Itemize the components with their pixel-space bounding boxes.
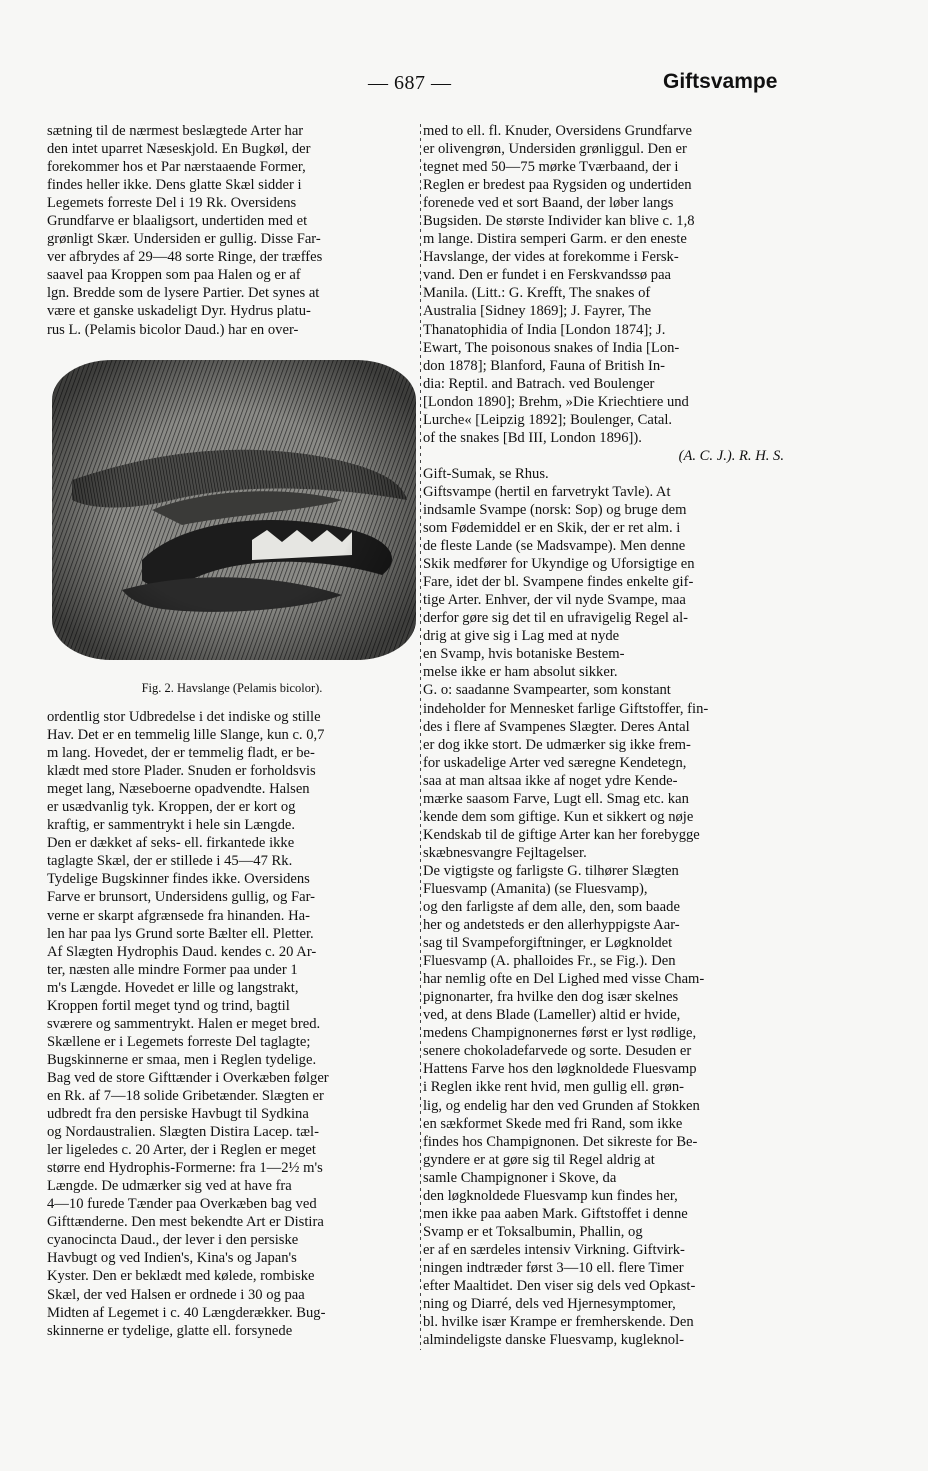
text-line: er dog ikke stort. De udmærker sig ikke frem- bbox=[423, 736, 691, 753]
text-line: Bag ved de store Gifttænder i Overkæben følger bbox=[47, 1069, 329, 1086]
text-line: bl. hvilke især Krampe er fremherskende. Den bbox=[423, 1314, 694, 1331]
text-line: Den er dækket af seks- ell. firkantede ikke bbox=[47, 835, 295, 852]
text-line: større end Hydrophis-Formerne: fra 1—2½ m's bbox=[47, 1160, 323, 1177]
text-line: sag til Svampeforgiftninger, er Løgknoldet bbox=[423, 935, 673, 952]
text-line: rus L. (Pelamis bicolor Daud.) har en over- bbox=[47, 321, 299, 338]
text-line: indsamle Svampe (norsk: Sop) og bruge dem bbox=[423, 501, 687, 518]
text-line: sværere og sammentrykt. Halen er meget bred. bbox=[47, 1015, 321, 1032]
text-line: efter Maaltidet. Den viser sig dels ved Opkast- bbox=[423, 1278, 696, 1294]
text-line: Hattens Farve hos den løgknoldede Fluesvamp bbox=[423, 1061, 697, 1078]
text-line: Bugskinnerne er smaa, men i Reglen tydelige. bbox=[47, 1051, 317, 1068]
text-line: Ewart, The poisonous snakes of India [Lon- bbox=[423, 339, 680, 356]
text-line: ningen indtræder først 3—10 ell. flere Timer bbox=[423, 1259, 684, 1276]
text-line: len har paa lys Grund sorte Bælter ell. Pletter. bbox=[47, 925, 314, 942]
text-line: Skæl, der ved Halsen er ordnede i 30 og paa bbox=[47, 1286, 305, 1303]
text-line: kende dem som giftige. Kun et sikkert og nøje bbox=[423, 808, 694, 825]
text-line: Fluesvamp (Amanita) (se Fluesvamp), bbox=[423, 880, 648, 897]
text-line: medens Champignonernes først er lyst rødlige, bbox=[423, 1025, 697, 1042]
column-divider bbox=[420, 124, 421, 1350]
text-line: sætning til de nærmest beslægtede Arter har bbox=[47, 123, 304, 139]
text-line: De vigtigste og farligste G. tilhører Slægten bbox=[423, 862, 679, 879]
text-line: som Fødemiddel er en Skik, der er ret alm. i bbox=[423, 520, 681, 537]
text-line: Længde. De udmærker sig ved at have fra bbox=[47, 1178, 292, 1195]
text-line: men ikke paa aaben Mark. Giftstoffet i denne bbox=[423, 1205, 688, 1222]
text-line: mærke saasom Farve, Lugt ell. Smag etc. kan bbox=[423, 790, 689, 807]
text-line: med to ell. fl. Knuder, Oversidens Grundfarve bbox=[423, 123, 692, 139]
text-line: Grundfarve er blaaligsort, undertiden med et bbox=[47, 213, 308, 230]
text-line: en sækformet Skede med fri Rand, som ikke bbox=[423, 1115, 683, 1132]
text-line: Af Slægten Hydrophis Daud. kendes c. 20 Ar- bbox=[47, 943, 317, 960]
text-line: saa at man altsaa ikke af noget ydre Kende- bbox=[423, 772, 678, 789]
text-line: m's Længde. Hovedet er lille og langstrakt, bbox=[47, 979, 299, 996]
text-line: G. o: saadanne Svampearter, som konstant bbox=[423, 682, 671, 699]
text-line: Tydelige Bugskinner findes ikke. Oversidens bbox=[47, 871, 310, 888]
text-line: Havbugt og ved Indien's, Kina's og Japan's bbox=[47, 1250, 297, 1267]
text-line: dia: Reptil. and Batrach. ved Boulenger bbox=[423, 375, 655, 392]
text-line: den løgknoldede Fluesvamp kun findes her, bbox=[423, 1187, 678, 1204]
text-line: Skik medfører for Ukyndige og Uforsigtige en bbox=[423, 556, 695, 573]
text-line: verne er skarpt afgrænsede fra hinanden. Ha- bbox=[47, 907, 310, 924]
text-line: meget lang, Næseboerne opadvendte. Halsen bbox=[47, 781, 310, 798]
page-number: — 687 — bbox=[368, 72, 452, 94]
text-line: Midten af Legemet i c. 40 Længderækker. Bug- bbox=[47, 1304, 326, 1321]
text-line: indeholder for Mennesket farlige Giftstoffer, fin- bbox=[423, 700, 709, 717]
text-line: har nemlig ofte en Del Lighed med visse Cham- bbox=[423, 971, 705, 988]
text-line: forekommer hos et Par nærstaaende Former, bbox=[47, 159, 306, 176]
text-line: ning og Diarré, dels ved Hjernesymptomer, bbox=[423, 1296, 676, 1313]
text-line: m lange. Distira semperi Garm. er den eneste bbox=[423, 231, 687, 248]
text-line: findes hos Champignonen. Det sikreste for Be- bbox=[423, 1133, 698, 1150]
text-line: samle Champignoner i Skove, da bbox=[423, 1169, 617, 1186]
text-line: cyanocincta Daud., der lever i den persiske bbox=[47, 1232, 299, 1249]
text-line: udbredt fra den persiske Havbugt til Sydkina bbox=[47, 1106, 309, 1123]
text-line: lig, og endelig har den ved Grunden af Stokken bbox=[423, 1097, 700, 1114]
text-line: des i flere af Svampenes Slægter. Deres Antal bbox=[423, 718, 690, 735]
text-line: saavel paa Kroppen som paa Halen og er af bbox=[47, 267, 301, 284]
text-line: [London 1890]; Brehm, »Die Kriechtiere und bbox=[423, 393, 689, 410]
text-line: i Reglen ikke rent hvid, men gullig ell. grøn- bbox=[423, 1079, 685, 1096]
text-line: tegnet med 50—75 mørke Tværbaand, der i bbox=[423, 159, 679, 176]
text-line: vand. Den er fundet i en Ferskvandssø paa bbox=[423, 267, 672, 284]
text-line: ved, at dens Blade (Lameller) altid er hvide, bbox=[423, 1007, 681, 1024]
text-line: ordentlig stor Udbredelse i det indiske og stille bbox=[47, 709, 321, 725]
text-line: Bugsiden. De største Individer kan blive c. 1,8 bbox=[423, 213, 695, 230]
text-line: Gift-Sumak, se Rhus. bbox=[423, 465, 549, 482]
text-line: melse ikke er ham absolut sikker. bbox=[423, 664, 618, 681]
text-line: gyndere er at gøre sig til Regel aldrig at bbox=[423, 1151, 655, 1168]
text-line: ler ligeledes c. 20 Arter, der i Reglen er meget bbox=[47, 1142, 316, 1159]
text-line: findes heller ikke. Dens glatte Skæl sidder i bbox=[47, 177, 302, 194]
text-line: de fleste Lande (se Madsvampe). Men denne bbox=[423, 538, 686, 555]
text-line: Lurche« [Leipzig 1892]; Boulenger, Catal. bbox=[423, 411, 673, 428]
text-line: Fluesvamp (A. phalloides Fr., se Fig.). Den bbox=[423, 953, 676, 970]
text-line: of the snakes [Bd III, London 1896]). bbox=[423, 429, 642, 446]
text-line: Kyster. Den er beklædt med kølede, rombiske bbox=[47, 1268, 315, 1285]
text-line: en Rk. af 7—18 solide Gribetænder. Slægten er bbox=[47, 1087, 324, 1104]
text-line: for uskadelige Arter ved særegne Kendetegn, bbox=[423, 754, 687, 771]
text-line: klædt med store Plader. Snuden er forholdsvis bbox=[47, 763, 316, 780]
text-line: den intet uparret Næseskjold. En Bugkøl, der bbox=[47, 141, 311, 158]
text-line: 4—10 furede Tænder paa Overkæben bag ved bbox=[47, 1196, 317, 1213]
text-line: Hav. Det er en temmelig lille Slange, kun c. 0,7 bbox=[47, 727, 325, 744]
text-line: Australia [Sidney 1869]; J. Fayrer, The bbox=[423, 303, 652, 320]
text-line: Thanatophidia of India [London 1874]; J. bbox=[423, 321, 666, 338]
text-line: pignonarter, fra hvilke den dog især skelnes bbox=[423, 989, 679, 1006]
text-line: Kroppen fortil meget tynd og trind, bagtil bbox=[47, 997, 290, 1014]
text-line: Farve er brunsort, Undersidens gullig, og Far- bbox=[47, 889, 316, 906]
text-line: er olivengrøn, Undersiden grønliggul. Den er bbox=[423, 141, 687, 158]
text-line: Legemets forreste Del i 19 Rk. Oversidens bbox=[47, 195, 297, 212]
text-line: skæbnesvangre Fejltagelser. bbox=[423, 844, 587, 861]
text-line: senere chokoladefarvede og sorte. Desuden er bbox=[423, 1043, 692, 1060]
left-column-bottom bbox=[47, 708, 417, 1340]
text-line: være et ganske uskadeligt Dyr. Hydrus platu- bbox=[47, 303, 311, 320]
text-line: er af en særdeles intensiv Virkning. Giftvirk- bbox=[423, 1241, 685, 1258]
left-column-top bbox=[47, 122, 417, 339]
text-line: Reglen er bredest paa Rygsiden og undertiden bbox=[423, 177, 692, 194]
text-line: Fare, idet der bl. Svampene findes enkelte gif- bbox=[423, 574, 694, 591]
text-line: skinnerne er tydelige, glatte ell. forsynede bbox=[47, 1322, 293, 1339]
illustration-svg bbox=[52, 360, 416, 660]
text-line: Havslange, der vides at forekomme i Fersk- bbox=[423, 249, 679, 266]
text-line: Giftsvampe (hertil en farvetrykt Tavle). At bbox=[423, 483, 671, 500]
text-line: grønligt Skær. Undersiden er gullig. Disse Far- bbox=[47, 231, 321, 248]
text-line: kraftig, er sammentrykt i hele sin Længde. bbox=[47, 817, 296, 834]
text-line: (A. C. J.). R. H. S. bbox=[678, 447, 784, 464]
text-line: Svamp er et Toksalbumin, Phallin, og bbox=[423, 1223, 643, 1240]
page-header bbox=[0, 72, 928, 102]
text-line: derfor gøre sig det til en ufravigelig Regel al- bbox=[423, 610, 689, 627]
running-head: Giftsvampe bbox=[663, 70, 778, 93]
text-line: er usædvanlig tyk. Kroppen, der er kort og bbox=[47, 799, 296, 816]
text-line: ter, næsten alle mindre Former paa under 1 bbox=[47, 961, 298, 978]
text-line: taglagte Skæl, der er stillede i 45—47 Rk. bbox=[47, 853, 293, 870]
text-line: drig at give sig i Lag med at nyde bbox=[423, 628, 620, 645]
text-line: og den farligste af dem alle, den, som baade bbox=[423, 899, 680, 916]
text-line: her og andetsteds er den allerhyppigste Aar- bbox=[423, 917, 680, 934]
figure-caption: Fig. 2. Havslange (Pelamis bicolor). bbox=[141, 681, 323, 695]
text-line: Kendskab til de giftige Arter kan her forebygge bbox=[423, 826, 700, 843]
text-line: m lang. Hovedet, der er temmelig fladt, er be- bbox=[47, 745, 315, 762]
text-line: en Svamp, hvis botaniske Bestem- bbox=[423, 646, 625, 663]
text-line: almindeligste danske Fluesvamp, kugleknol- bbox=[423, 1332, 685, 1349]
right-column bbox=[423, 122, 802, 1349]
text-line: don 1878]; Blanford, Fauna of British In- bbox=[423, 357, 665, 374]
text-line: forenede ved et sort Baand, der løber langs bbox=[423, 195, 674, 212]
text-line: Gifttænderne. Den mest bekendte Art er Distira bbox=[47, 1214, 324, 1231]
text-line: og Nordaustralien. Slægten Distira Lacep. tæl- bbox=[47, 1124, 319, 1141]
sea-snake-illustration bbox=[52, 360, 416, 660]
text-line: lgn. Bredde som de lysere Partier. Det synes at bbox=[47, 285, 320, 302]
text-line: Skællene er i Legemets forreste Del taglagte; bbox=[47, 1033, 311, 1050]
text-line: tige Arter. Enhver, der vil nyde Svampe, maa bbox=[423, 592, 686, 609]
text-line: Manila. (Litt.: G. Krefft, The snakes of bbox=[423, 285, 651, 302]
text-line: ver afbrydes af 29—48 sorte Ringe, der træffes bbox=[47, 249, 323, 266]
